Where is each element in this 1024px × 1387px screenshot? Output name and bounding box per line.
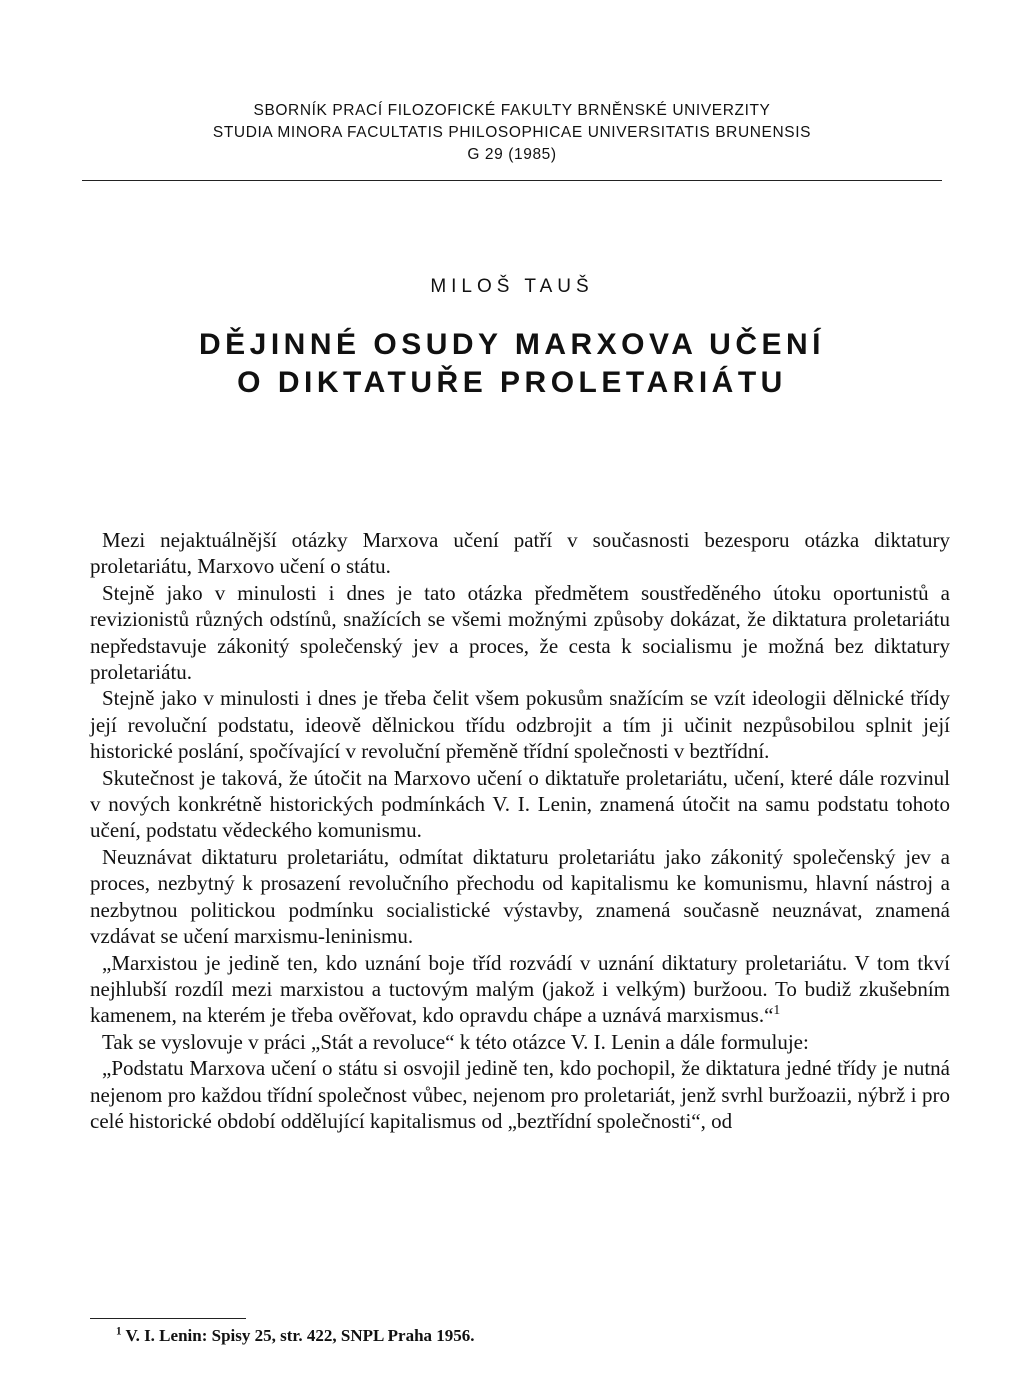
- article-body: [90, 527, 950, 1134]
- paragraph-3: Stejně jako v minulosti i dnes je třeba čelit všem pokusům snažícím se vzít ideologii dělnické třídy její revoluční podstatu, ideově dělnickou třídu odzbrojit a tím ji učinit nezpůsobilou splnit její historické poslání, spočívající v revoluční přeměně třídní společnosti v beztřídní.: [90, 686, 950, 764]
- author-name: MILOŠ TAUŠ: [430, 276, 594, 297]
- journal-title-latin: STUDIA MINORA FACULTATIS PHILOSOPHICAE UNIVERSITATIS BRUNENSIS: [212, 124, 812, 141]
- paragraph-2: Stejně jako v minulosti i dnes je tato otázka předmětem soustředěného útoku oportunistů a revizionistů různých odstínů, snažících se všemi možnými způsoby dokázat, že diktatura proletariátu nepředstavuje zákonitý společenský jev a proces, že cesta k socialismu je možná bez diktatury proletariátu.: [90, 580, 950, 685]
- paragraph-5: Neuznávat diktaturu proletariátu, odmítat diktaturu proletariátu jako zákonitý společenský jev a proces, nezbytný k prosazení revolučního přechodu od kapitalismu ke komunismu, hlavní nástroj a nezbytnou politickou podmínku socialistické výstavby, znamená současně neuznávat, znamená vzdávat se učení marxismu-leninismu.: [90, 844, 950, 949]
- paragraph-6-quote: [90, 950, 950, 1029]
- footnote: [116, 1326, 475, 1346]
- journal-volume: G 29 (1985): [467, 146, 557, 163]
- footnote-divider: [90, 1318, 246, 1319]
- journal-title-czech: SBORNÍK PRACÍ FILOZOFICKÉ FAKULTY BRNĚNSKÉ UNIVERZITY: [253, 102, 771, 119]
- journal-header: [70, 100, 954, 166]
- paragraph-8-quote: „Podstatu Marxova učení o státu si osvojil jedině ten, kdo pochopil, že diktatura jedné třídy je nutná nejenom pro každou třídní společnost vůbec, nejenom pro proletariát, jenž svrhl buržoazii, nýbrž i pro celé historické období oddělující kapitalismus od „beztřídní společnosti“, od: [90, 1056, 950, 1133]
- footnote-text: V. I. Lenin: Spisy 25, str. 422, SNPL Praha 1956.: [125, 1326, 475, 1345]
- paragraph-1: Mezi nejaktuálnější otázky Marxova učení patří v současnosti bezesporu otázka diktatury proletariátu, Marxovo učení o státu.: [90, 528, 950, 579]
- article-title-line-2: O DIKTATUŘE PROLETARIÁTU: [237, 366, 787, 399]
- article-title: [0, 326, 1024, 402]
- paragraph-7: Tak se vyslovuje v práci „Stát a revoluce“ k této otázce V. I. Lenin a dále formuluje:: [102, 1029, 809, 1054]
- article-title-line-1: DĚJINNÉ OSUDY MARXOVA UČENÍ: [198, 328, 826, 361]
- footnote-reference: 1: [773, 1002, 781, 1018]
- footnote-number: 1: [116, 1325, 122, 1338]
- paragraph-4: Skutečnost je taková, že útočit na Marxovo učení o diktatuře proletariátu, učení, které dále rozvinul v nových konkrétně historických podmínkách V. I. Lenin, znamená útočit na samu podstatu tohoto učení, podstatu vědeckého komunismu.: [90, 765, 950, 843]
- header-divider: [82, 180, 942, 181]
- quote-text: „Marxistou je jedině ten, kdo uznání boje tříd rozvádí v uznání diktatury proletariátu. V tom tkví nejhlubší rozdíl mezi marxistou a tuctovým malým (jakož i velkým) buržoou. To budiž zkušebním kamenem, na kterém je třeba ověřovat, kdo opravdu chápe a uznává marxismus.“: [90, 950, 950, 1028]
